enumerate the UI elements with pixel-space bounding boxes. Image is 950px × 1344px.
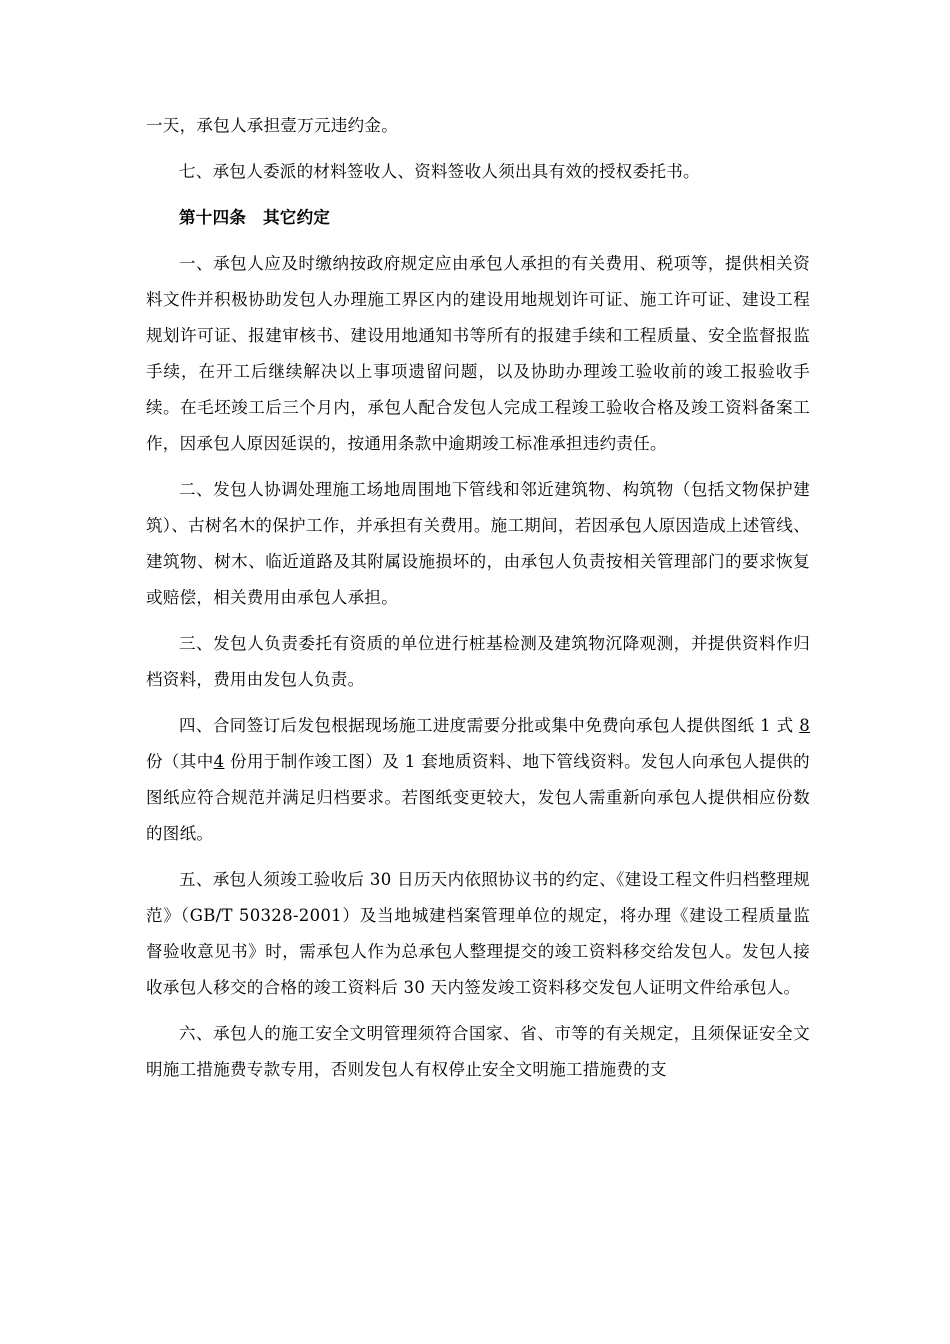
paragraph-item-7: 七、承包人委派的材料签收人、资料签收人须出具有效的授权委托书。 bbox=[179, 162, 700, 181]
paragraph-item-4 bbox=[146, 708, 810, 852]
item-4-text-part2: 份（其中 bbox=[146, 752, 214, 771]
item-4-text-part3: 份用于制作竣工图）及 1 套地质资料、地下管线资料。发包人向承包人提供的图纸应符合规范并满足归档要求。若图纸变更较大，发包人需重新向承包人提供相应份数的图纸。 bbox=[146, 752, 810, 843]
paragraph-item-6: 六、承包人的施工安全文明管理须符合国家、省、市等的有关规定，且须保证安全文明施工措施费专款专用，否则发包人有权停止安全文明施工措施费的支 bbox=[146, 1024, 810, 1079]
document-body bbox=[146, 108, 810, 1088]
drawing-copies-asbuilt: 4 bbox=[213, 752, 225, 771]
paragraph-item-3: 三、发包人负责委托有资质的单位进行桩基检测及建筑物沉降观测，并提供资料作归档资料，费用由发包人负责。 bbox=[146, 634, 810, 689]
paragraph-item-1: 一、承包人应及时缴纳按政府规定应由承包人承担的有关费用、税项等，提供相关资料文件并积极协助发包人办理施工界区内的建设用地规划许可证、施工许可证、建设工程规划许可证、报建审核书、建设用地通知书等所有的报建手续和工程质量、安全监督报监手续，在开工后继续解决以上事项遗留问题，以及协助办理竣工验收前的竣工报验收手续。在毛坯竣工后三个月内，承包人配合发包人完成工程竣工验收合格及竣工资料备案工作，因承包人原因延误的，按通用条款中逾期竣工标准承担违约责任。 bbox=[146, 254, 810, 453]
paragraph-item-2: 二、发包人协调处理施工场地周围地下管线和邻近建筑物、构筑物（包括文物保护建筑）、古树名木的保护工作，并承担有关费用。施工期间，若因承包人原因造成上述管线、建筑物、树木、临近道路及其附属设施损坏的，由承包人负责按相关管理部门的要求恢复或赔偿，相关费用由承包人承担。 bbox=[146, 480, 810, 607]
item-4-text-part1: 四、合同签订后发包根据现场施工进度需要分批或集中免费向承包人提供图纸 1 式 bbox=[179, 716, 800, 735]
paragraph-item-5: 五、承包人须竣工验收后 30 日历天内依照协议书的约定、《建设工程文件归档整理规范》（GB/T 50328-2001）及当地城建档案管理单位的规定，将办理《建设工程质量监督验收意见书》时，需承包人作为总承包人整理提交的竣工资料移交给发包人。发包人接收承包人移交的合格的竣工资料后 30 天内签发竣工资料移交发包人证明文件给承包人。 bbox=[146, 870, 810, 997]
drawing-copies-total: 8 bbox=[799, 716, 810, 735]
article-14-heading: 第十四条 其它约定 bbox=[179, 208, 331, 227]
paragraph-continued: 一天，承包人承担壹万元违约金。 bbox=[146, 116, 398, 135]
